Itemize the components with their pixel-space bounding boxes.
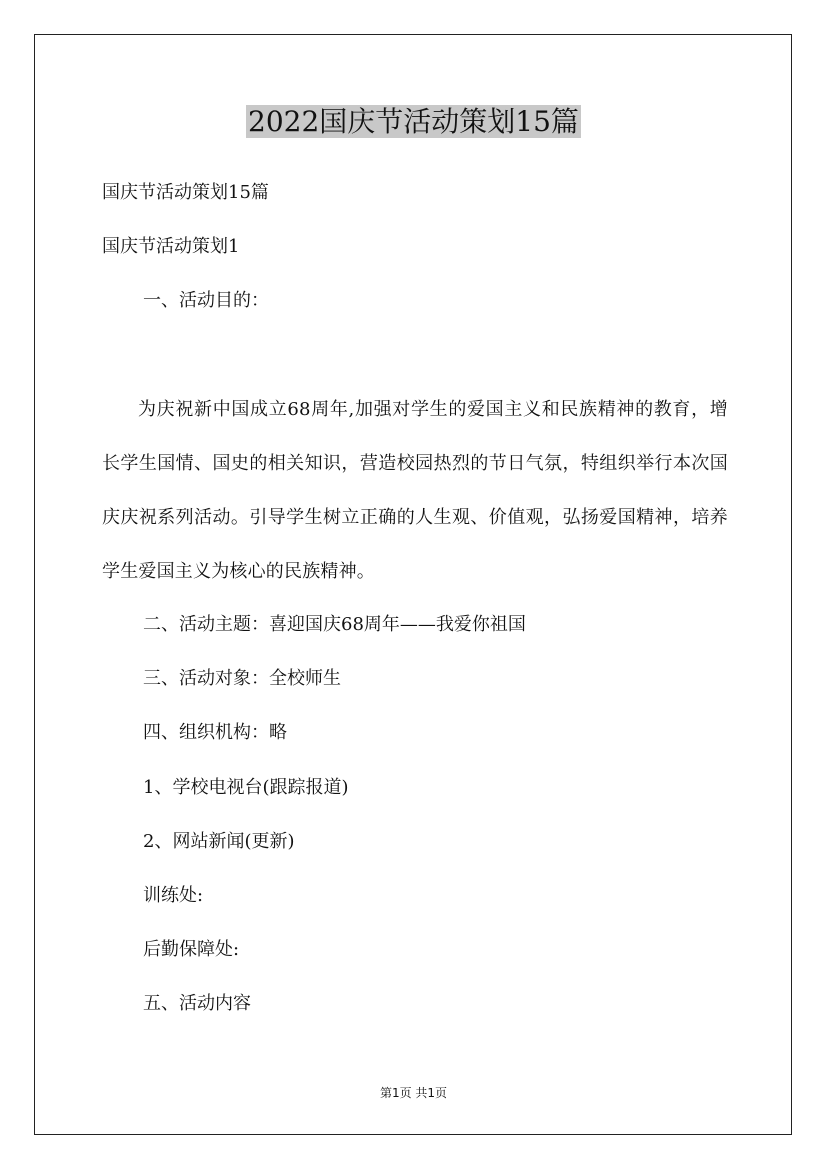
document-title (0, 100, 827, 144)
list-item-logistics-office: 后勤保障处: (143, 939, 240, 960)
heading-activity-content: 五、活动内容 (143, 993, 251, 1014)
heading-activity-target: 三、活动对象：全校师生 (143, 668, 341, 689)
document-title-text: 2022国庆节活动策划15篇 (248, 105, 579, 138)
document-subtitle: 国庆节活动策划15篇 (102, 182, 269, 203)
list-item-website-news: 2、网站新闻(更新) (143, 831, 295, 852)
paragraph-activity-purpose: 为庆祝新中国成立68周年,加强对学生的爱国主义和民族精神的教育，增长学生国情、国史的相关知识，营造校园热烈的节日气氛，特组织举行本次国庆庆祝系列活动。引导学生树立正确的人生观、价值观，弘扬爱国精神，培养学生爱国主义为核心的民族精神。 (102, 399, 728, 582)
page-footer: 第1页 共1页 (379, 1086, 448, 1100)
heading-activity-theme: 二、活动主题：喜迎国庆68周年——我爱你祖国 (143, 614, 526, 635)
list-item-tv-station: 1、学校电视台(跟踪报道) (143, 777, 349, 798)
heading-activity-purpose: 一、活动目的： (143, 290, 269, 311)
heading-organization: 四、组织机构：略 (143, 722, 287, 743)
list-item-training-office: 训练处: (143, 885, 204, 906)
section-title: 国庆节活动策划1 (102, 236, 240, 257)
